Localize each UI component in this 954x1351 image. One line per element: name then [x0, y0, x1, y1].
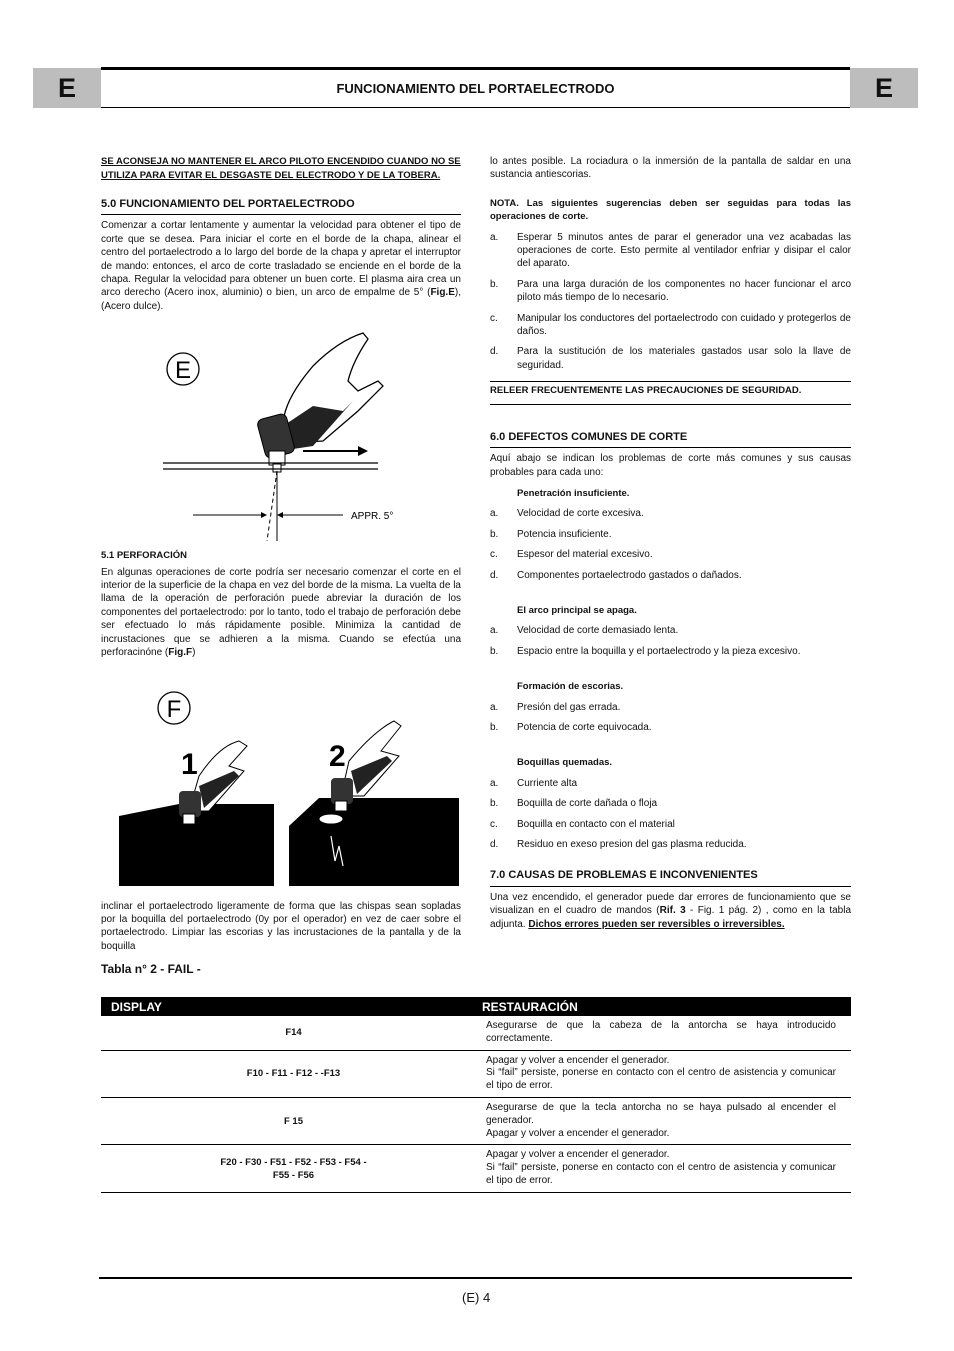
list-item: b. Espacio entre la boquilla y el portaelectrodo y la pieza excesivo. — [490, 645, 801, 657]
list-item: a. Curriente alta — [490, 777, 578, 789]
group-title: Formación de escorias. — [517, 681, 624, 693]
list-item: a. Velocidad de corte demasiado lenta. — [490, 625, 679, 637]
list-item: c. Manipular los conductores del portaelectrodo con cuidado y protegerlos de daños. — [490, 312, 851, 338]
column-header-display: DISPLAY — [111, 999, 162, 1014]
restore-action: Asegurarse de que la cabeza de la antorcha se haya introducido correctamente. — [486, 1020, 836, 1044]
section-5-0-text: Comenzar a cortar lentamente y aumentar la velocidad para obtener el tipo de corte que se desea. Para iniciar el corte en el borde de la chapa, alinear el centro del portaelectrodo a lo largo del borde de la chapa y apretar el interruptor de mando: entonces, el arco de corte trasladado se enciende en el borde de la chapa. Regular la velocidad para obtener un buen corte. El plasma aira crea un arco derecho (Acero inox, aluminio) o bien, un arco de empalme de 5° (Fig.E), (Acero dulce). — [101, 220, 461, 312]
defect-group-arc-off — [490, 604, 851, 658]
list-item: b. Potencia de corte equivocada. — [490, 721, 652, 733]
figure-e-angle-label: APPR. 5° — [351, 511, 393, 523]
figure-e-torch-angle — [163, 331, 393, 541]
language-tab-left: E — [33, 68, 101, 108]
list-item: b. Potencia insuficiente. — [490, 528, 612, 540]
defect-group-penetration — [490, 487, 851, 582]
restore-action: Apagar y volver a encender el generador. Si “fail” persiste, ponerse en contacto con el centro de asistencia y comunicar el tipo de error. — [486, 1054, 836, 1092]
safety-reminder: RELEER FRECUENTEMENTE LAS PRECAUCIONES DE SEGURIDAD. — [490, 381, 851, 404]
list-item: b. Para una larga duración de los componentes no hacer funcionar el arco piloto más tiempo de lo necesario. — [490, 278, 851, 304]
footer-rule — [99, 1277, 852, 1279]
section-7-0-text: Una vez encendido, el generador puede dar errores de funcionamiento que se visualizan en el cuadro de mandos (Rif. 3 - Fig. 1 pág. 2) , como en la tabla adjunta. Dichos errores pueden ser reversibles o irreversibles. — [490, 891, 852, 930]
page-number: (E) 4 — [462, 1290, 491, 1305]
figure-e-illustration — [163, 331, 393, 541]
section-6-0-title: 6.0 DEFECTOS COMUNES DE CORTE — [490, 431, 851, 448]
table-header — [101, 997, 851, 1016]
section-6-0-intro: Aquí abajo se indican los problemas de corte más comunes y sus causas probables para cada uno: — [490, 453, 851, 478]
figure-f-illustration — [119, 686, 459, 886]
restore-action: Apagar y volver a encender el generador. Si “fail” persiste, ponerse en contacto con el centro de asistencia y comunicar el tipo de error. — [486, 1149, 836, 1186]
list-item: d. Para la sustitución de los materiales gastados usar solo la llave de seguridad. — [490, 346, 851, 371]
error-code: F10 - F11 - F12 - -F13 — [246, 1068, 341, 1080]
language-tab-right: E — [850, 68, 918, 108]
table-row — [101, 1016, 851, 1051]
group-title: El arco principal se apaga. — [517, 604, 637, 616]
figure-f-letter: F — [166, 695, 182, 723]
list-item: d. Residuo en exeso presion del gas plasma reducida. — [490, 839, 747, 850]
figure-f-piercing — [119, 686, 459, 886]
table-row — [101, 1098, 851, 1145]
table-row — [101, 1145, 851, 1192]
right-column — [490, 155, 851, 931]
list-item: a. Velocidad de corte excesiva. — [490, 508, 644, 520]
list-item: c. Boquilla en contacto con el material — [490, 818, 675, 830]
fail-table — [101, 997, 851, 1193]
section-5-1-text: En algunas operaciones de corte podría ser necesario comenzar el corte en el interior de la superficie de la chapa en vez del borde de la misma. La vuelta de la llama de la operación de perforación puede abreviar la duración de los componentes del portaelectrodo: por lo tanto, todo el trabajo de perforación debe ser efectuado lo más rápidamente posible. Minimiza la cantidad de incrustaciones que se adhieren a la misma. Cuando se efectúa una perforacinóne (Fig.F) — [101, 566, 461, 659]
section-7-0-title: 7.0 CAUSAS DE PROBLEMAS E INCONVENIENTES — [490, 869, 851, 886]
list-item: a. Presión del gas errada. — [490, 701, 621, 713]
list-item: a. Esperar 5 minutos antes de parar el generador una vez acabadas las operaciones de corte. Esto permite al ventilador enfriar y disipar el calor del aparato. — [490, 231, 851, 270]
pilot-arc-warning: SE ACONSEJA NO MANTENER EL ARCO PILOTO ENCENDIDO CUANDO NO SE UTILIZA PARA EVITAR EL DESGASTE DEL ELECTRODO Y DE LA TOBERA. — [101, 156, 461, 181]
section-5-1-title: 5.1 PERFORACIÓN — [101, 550, 188, 562]
group-title: Boquillas quemadas. — [517, 757, 613, 769]
suggestion-list — [490, 231, 851, 373]
column-header-restore: RESTAURACIÓN — [482, 999, 578, 1014]
list-item: d. Componentes portaelectrodo gastados o dañados. — [490, 569, 742, 581]
defect-group-slag — [490, 680, 851, 734]
figure-f-step-2: 2 — [329, 739, 346, 773]
error-code: F14 — [285, 1027, 302, 1039]
figure-e-letter: E — [174, 357, 192, 385]
section-5-1-text-continued: inclinar el portaelectrodo ligeramente de forma que las chispas sean sopladas por la boquilla del portaelectrodo (0y por el operador) en vez de caer sobre el portaelectrodo. Limpiar las escorias y las incrustaciones de la pantalla y de la boquilla — [101, 900, 461, 952]
page-header-title: FUNCIONAMIENTO DEL PORTAELECTRODO — [101, 67, 850, 108]
table-row — [101, 1051, 851, 1098]
cutting-note: NOTA. Las siguientes sugerencias deben ser seguidas para todas las operaciones de corte. — [490, 197, 851, 223]
section-5-0-title: 5.0 FUNCIONAMIENTO DEL PORTAELECTRODO — [101, 198, 461, 215]
list-item: c. Espesor del material excesivo. — [490, 549, 653, 561]
fail-table-title: Tabla n° 2 - FAIL - — [101, 962, 201, 976]
left-column — [101, 155, 461, 953]
restore-action: Asegurarse de que la tecla antorcha no se haya pulsado al encender el generador. Apagar y volver a encender el generador. — [486, 1101, 836, 1139]
list-item: b. Boquilla de corte dañada o floja — [490, 798, 658, 810]
error-code: F20 - F30 - F51 - F52 - F53 - F54 - F55 - F56 — [220, 1156, 367, 1181]
group-title: Penetración insuficiente. — [517, 487, 630, 499]
defect-group-burnt-nozzles — [490, 756, 851, 851]
continued-text: lo antes posible. La rociadura o la inmersión de la pantalla de saldar en una sustancia antiescorias. — [490, 156, 851, 181]
error-code: F 15 — [283, 1115, 303, 1127]
figure-f-step-1: 1 — [181, 747, 198, 781]
